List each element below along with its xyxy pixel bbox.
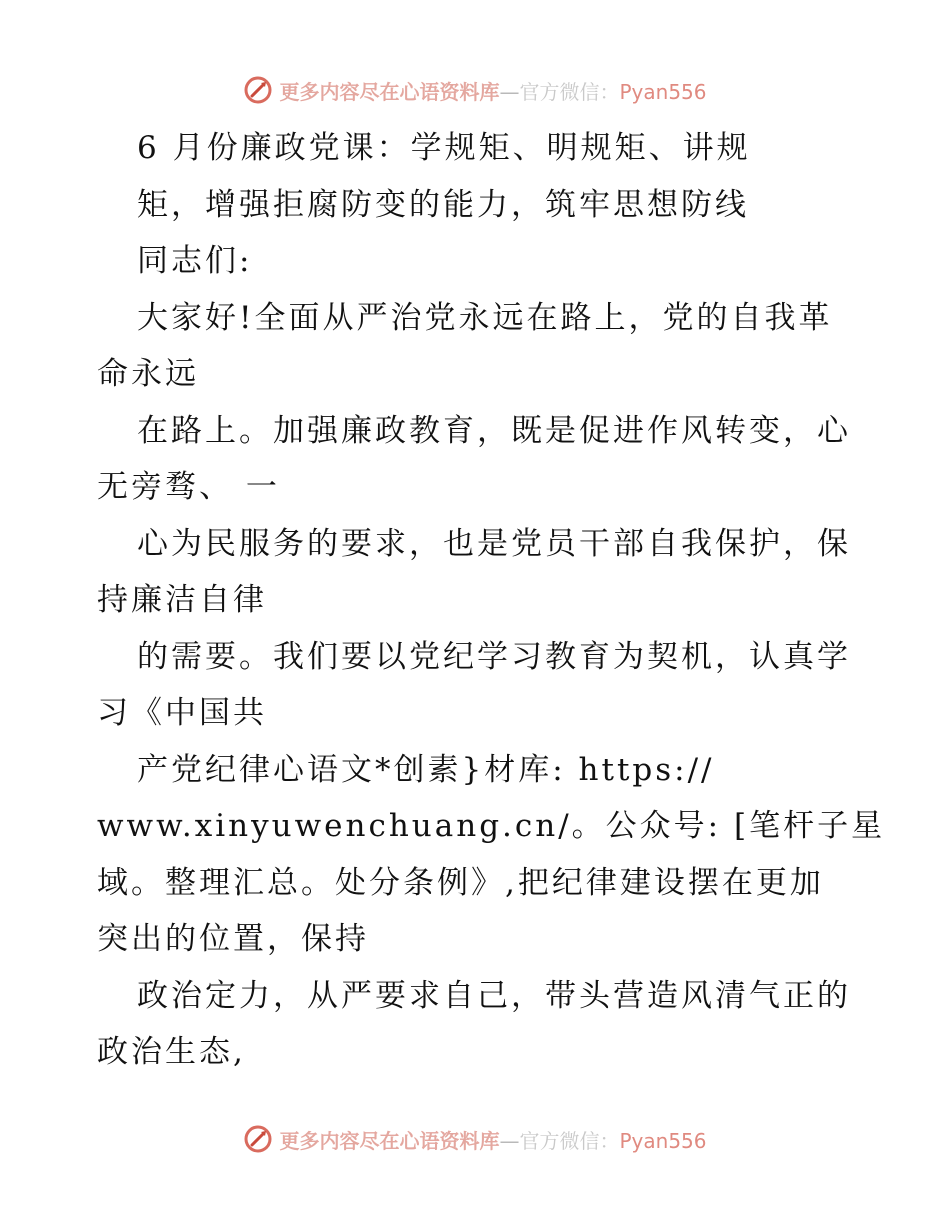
banner-title: 更多内容尽在心语资料库 [279,79,500,104]
text-line: 产党纪律心语文*创素}材库: https:// [137,751,715,788]
text-line: 矩，增强拒腐防变的能力，筑牢思想防线 [137,186,749,223]
text-line: 政治生态, [97,1034,246,1070]
banner-wechat-id: Pyan556 [619,79,707,104]
text-line: 的需要。我们要以党纪学习教育为契机，认真学 [137,638,851,675]
text-line: 在路上。加强廉政教育，既是促进作风转变，心 [137,412,851,449]
text-line: 6 月份廉政党课：学规矩、明规矩、讲规 [137,130,751,166]
text-line: 无旁骛、 一 [97,469,280,505]
banner-title: 更多内容尽在心语资料库 [279,1128,500,1153]
text-line: 命永远 [97,356,199,392]
text-line: 持廉洁自律 [97,582,267,618]
header-banner [0,70,950,110]
text-line: 心为民服务的要求，也是党员干部自我保护，保 [137,525,851,562]
text-line: 同志们: [137,243,253,279]
document-body [97,120,886,1081]
brush-logo-icon [243,75,273,105]
text-line: 突出的位置，保持 [97,921,369,957]
banner-wechat-id: Pyan556 [619,1128,707,1153]
banner-text [279,1125,706,1154]
footer-banner [0,1119,950,1159]
text-line: 域。整理汇总。处分条例》,把纪律建设摆在更加 [97,864,824,901]
banner-separator: — [499,79,520,104]
text-line: 大家好!全面从严治党永远在路上，党的自我革 [137,299,833,336]
banner-separator: — [499,1128,520,1153]
banner-wechat-label: 官方微信： [519,1128,620,1153]
banner-wechat-label: 官方微信： [519,79,620,104]
brush-logo-icon [243,1124,273,1154]
text-line: 政治定力，从严要求自己，带头营造风清气正的 [137,977,851,1014]
text-line: www.xinyuwenchuang.cn/。公众号: [笔杆子星 [97,808,886,844]
banner-text [279,76,706,105]
text-line: 习《中国共 [97,695,267,731]
